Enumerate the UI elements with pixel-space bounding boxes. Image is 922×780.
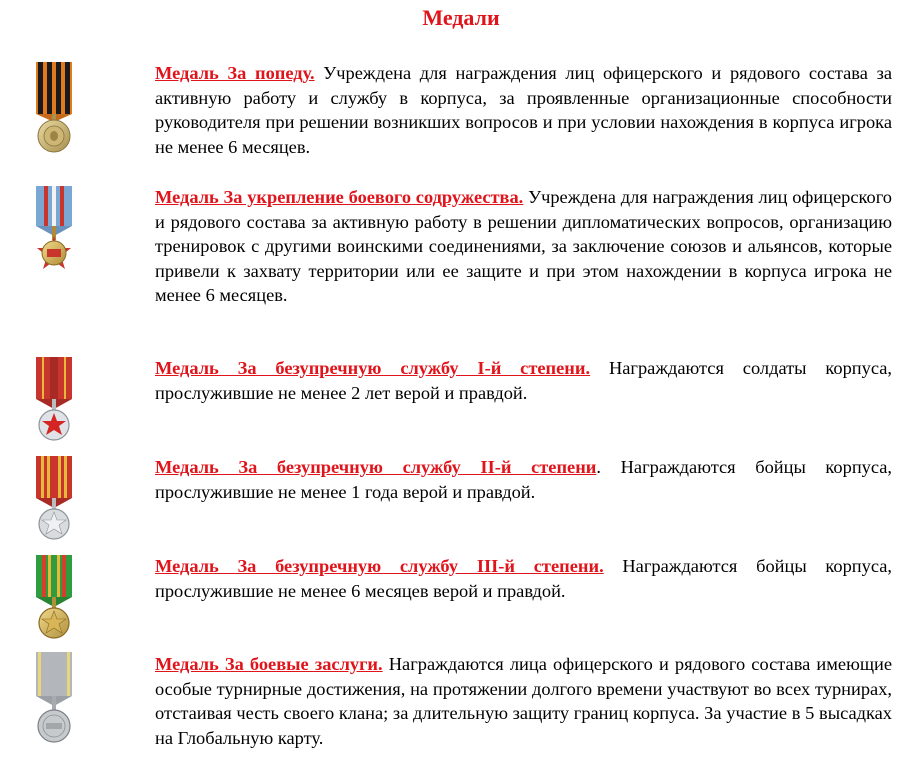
medal-service-2-icon xyxy=(28,454,80,542)
medal-entry-combat-merit xyxy=(155,652,892,750)
medal-entry-service-2 xyxy=(155,455,892,504)
medal-description: Награждаются лица офицерского и рядового состава имеющие особые турнирные достижения, на протяжении долгого времени участвуют во всех турнирах, отстаивая честь своего клана; за длительную защиту границ корпуса. За участие в 5 высадках на Глобальную карту. xyxy=(155,654,892,748)
medal-description: Награждаются бойцы корпуса, прослужившие не менее 6 месяцев верой и правдой. xyxy=(155,556,892,601)
medal-name: Медаль За укрепление боевого содружества. xyxy=(155,187,524,207)
medal-service-3-icon xyxy=(28,553,80,641)
page-title: Медали xyxy=(422,5,500,30)
medal-name: Медаль За безупречную службу I-й степени. xyxy=(155,358,591,378)
medal-description: Учреждена для награждения лиц офицерского и рядового состава за активную работу и службу в корпуса, за проявленные организационные способности руководителя при решении возникших вопросов и при условии нахождения в корпуса игрока не менее 6 месяцев. xyxy=(155,63,892,157)
medal-entry-service-3 xyxy=(155,554,892,603)
medal-name: Медаль За боевые заслуги. xyxy=(155,654,383,674)
medal-description: Награждаются солдаты корпуса, прослужившие не менее 2 лет верой и правдой. xyxy=(155,358,892,403)
medal-description: . Награждаются бойцы корпуса, прослужившие не менее 1 года верой и правдой. xyxy=(155,457,893,502)
medal-friendship-icon xyxy=(28,184,80,280)
medal-entry-service-1 xyxy=(155,356,892,405)
medal-name: Медаль За безупречную службу III-й степени. xyxy=(155,556,604,576)
medal-service-1-icon xyxy=(28,355,80,443)
medal-entry-victory xyxy=(155,61,892,159)
medal-description: Учреждена для награждения лиц офицерского и рядового состава за активную работу в решении дипломатических вопросов, организацию тренировок с другими воинскими соединениями, за заключение союзов и альянсов, которые привели к захвату территории или ее защите и при этом нахождении в корпуса игрока не менее 6 месяцев. xyxy=(155,187,892,305)
medal-name: Медаль За попеду. xyxy=(155,63,315,83)
medal-victory-icon xyxy=(28,60,80,156)
medal-name: Медаль За безупречную службу II-й степени xyxy=(155,457,597,477)
medal-combat-merit-icon xyxy=(28,650,80,746)
medal-entry-friendship xyxy=(155,185,892,308)
